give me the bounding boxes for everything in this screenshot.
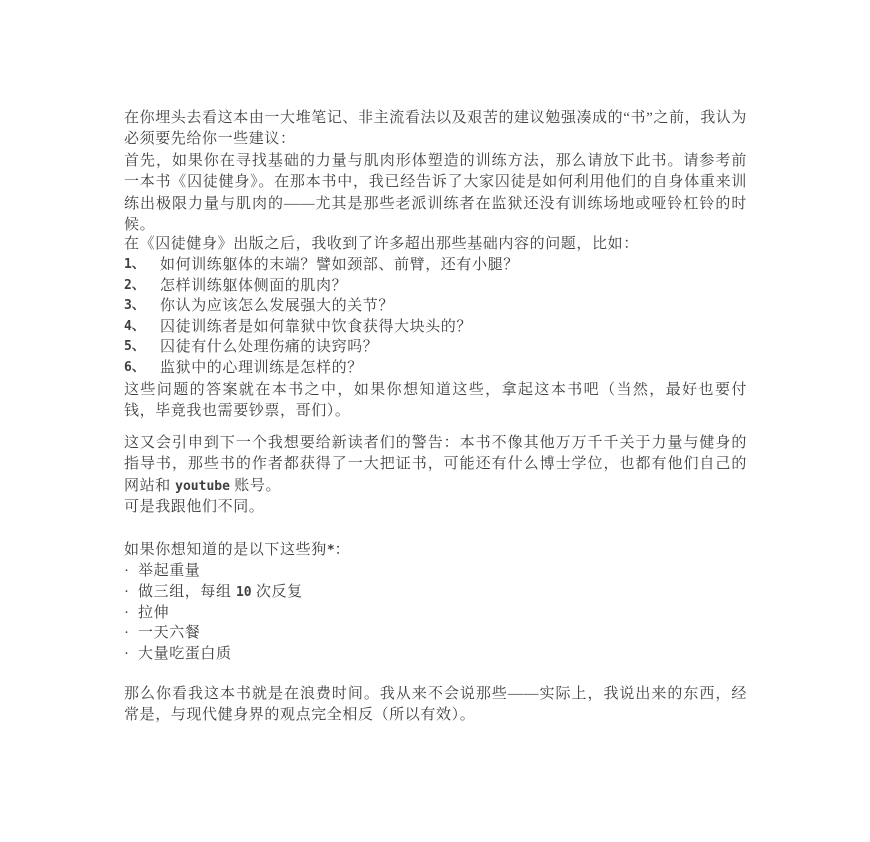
answers-paragraph: 这些问题的答案就在本书之中，如果你想知道这些，拿起这本书吧（当然，最好也要付钱，毕竟我也需要钞票，哥们）。	[124, 382, 747, 420]
question-item	[124, 358, 747, 379]
youtube-word: youtube	[175, 478, 230, 494]
question-text: 怎样训练躯体侧面的肌肉？	[160, 277, 348, 294]
wishlist-item-text	[138, 582, 303, 603]
question-item	[124, 255, 747, 276]
intro-paragraph-1: 在你埋头去看这本由一大堆笔记、非主流看法以及艰苦的建议勉强凑成的“书”之前，我认为必须要先给你一些建议：	[124, 110, 747, 148]
warning-paragraph	[124, 433, 747, 497]
question-text: 囚徒训练者是如何靠狱中饮食获得大块头的？	[160, 318, 473, 335]
warning-section	[124, 433, 747, 519]
bullet-dot: ·	[124, 605, 130, 621]
intro-paragraph-2: 首先，如果你在寻找基础的力量与肌肉形体塑造的训练方法，那么请放下此书。请参考前一本书《囚徒健身》。在那本书中，我已经告诉了大家囚徒是如何利用他们的自身体重来训练出极限力量与肌肉的——尤其是那些老派训练者在监狱还没有训练场地或哑铃杠铃的时候。	[124, 152, 747, 234]
wishlist-item	[124, 644, 747, 664]
wishlist-item-post: 次反复	[251, 583, 303, 600]
bullet-dot: ·	[124, 563, 130, 580]
wishlist-item-text: 举起重量	[138, 563, 201, 580]
question-item	[124, 296, 747, 317]
closing-section	[124, 684, 747, 727]
wishlist-intro	[124, 540, 747, 561]
warning-paragraph-2: 可是我跟他们不同。	[124, 499, 265, 516]
question-number: 2、	[124, 277, 145, 293]
wishlist-item-text: 一天六餐	[138, 625, 201, 642]
question-number: 4、	[124, 318, 145, 334]
question-item	[124, 317, 747, 338]
question-text: 囚徒有什么处理伤痛的诀窍吗？	[160, 339, 379, 356]
questions-intro: 在《囚徒健身》出版之后，我收到了许多超出那些基础内容的问题，比如：	[124, 236, 639, 252]
bullet-dot: ·	[124, 625, 130, 642]
bullet-dot: ·	[124, 645, 130, 662]
closing-paragraph: 那么你看我这本书就是在浪费时间。我从来不会说那些——实际上，我说出来的东西，经常是，与现代健身界的观点完全相反（所以有效）。	[124, 686, 747, 724]
wishlist-item-pre: 做三组，每组	[138, 583, 236, 600]
question-text: 监狱中的心理训练是怎样的？	[160, 359, 363, 376]
question-number: 6、	[124, 359, 145, 375]
question-item	[124, 337, 747, 358]
answers-section	[124, 380, 747, 423]
question-item	[124, 276, 747, 297]
wishlist-intro-colon: ：	[334, 542, 351, 558]
wishlist-item	[124, 561, 747, 581]
question-number: 3、	[124, 298, 145, 314]
wishlist-item-text: 拉伸	[138, 605, 170, 621]
question-number: 5、	[124, 339, 145, 355]
wishlist-item-text: 大量吃蛋白质	[138, 645, 232, 662]
questions-section	[124, 234, 747, 378]
warning-text-before: 这又会引申到下一个我想要给新读者们的警告：本书不像其他万万千千关于力量与健身的指导书，那些书的作者都获得了一大把证书，可能还有什么博士学位，也都有他们自己的网站和	[124, 435, 747, 494]
wishlist-intro-text: 如果你想知道的是以下这些狗	[124, 542, 327, 558]
asterisk-mark: *	[326, 543, 335, 558]
wishlist-item	[124, 582, 747, 603]
reps-number: 10	[235, 584, 252, 600]
intro-section	[124, 108, 747, 236]
warning-text-after: 账号。	[229, 477, 282, 494]
bullet-dot: ·	[124, 583, 130, 600]
wishlist-item	[124, 603, 747, 623]
question-text: 你认为应该怎么发展强大的关节？	[160, 298, 395, 315]
question-number: 1、	[124, 257, 145, 273]
wishlist-item	[124, 623, 747, 643]
question-text: 如何训练躯体的末端？譬如颈部、前臂，还有小腿？	[160, 257, 519, 274]
wishlist-section	[124, 540, 747, 664]
